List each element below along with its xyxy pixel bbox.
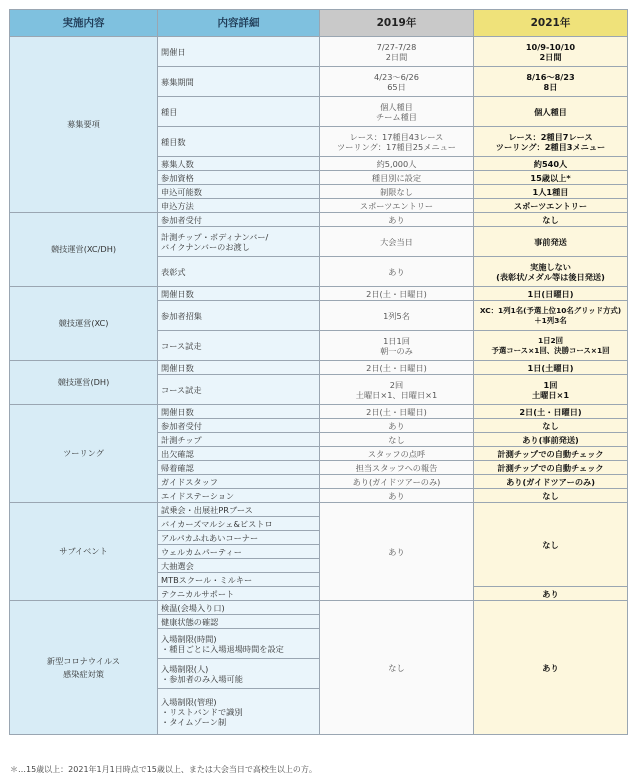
- category-race-dh: 競技運営(DH): [10, 361, 158, 405]
- detail-cell: 入場制限(人) ・参加者のみ入場可能: [158, 659, 320, 689]
- table-row: [10, 287, 628, 301]
- table-row: [10, 405, 628, 419]
- detail-cell: 参加資格: [158, 171, 320, 185]
- detail-cell: 参加者招集: [158, 301, 320, 331]
- value-2019: スタッフの点呼: [320, 447, 474, 461]
- detail-cell: 計測チップ・ボディナンバー/ バイクナンバーのお渡し: [158, 227, 320, 257]
- table-row: [10, 213, 628, 227]
- value-2019: 4/23〜6/26 65日: [320, 67, 474, 97]
- value-2019: 担当スタッフへの報告: [320, 461, 474, 475]
- detail-cell: テクニカルサポート: [158, 587, 320, 601]
- value-2019: レース：17種目43レース ツーリング：17種目25メニュー: [320, 127, 474, 157]
- value-2019: あり: [320, 213, 474, 227]
- value-2021: 1回 土曜日×1: [474, 375, 628, 405]
- detail-cell: 開催日数: [158, 405, 320, 419]
- detail-cell: 大抽選会: [158, 559, 320, 573]
- detail-cell: ウェルカムパーティー: [158, 545, 320, 559]
- detail-cell: 帰着確認: [158, 461, 320, 475]
- value-2019: あり(ガイドツアーのみ): [320, 475, 474, 489]
- detail-cell: 参加者受付: [158, 419, 320, 433]
- value-2019: なし: [320, 433, 474, 447]
- value-2021: あり: [474, 601, 628, 735]
- detail-cell: 開催日数: [158, 361, 320, 375]
- value-2019: 7/27-7/28 2日間: [320, 37, 474, 67]
- value-2019: 1列5名: [320, 301, 474, 331]
- table-row: [10, 503, 628, 517]
- comparison-table: [9, 9, 628, 735]
- value-2019: あり: [320, 257, 474, 287]
- detail-cell: MTBスクール・ミルキー: [158, 573, 320, 587]
- value-2021: 個人種目: [474, 97, 628, 127]
- value-2021: 1日(土曜日): [474, 361, 628, 375]
- category-recruitment: 募集要項: [10, 37, 158, 213]
- header-2021: 2021年: [474, 10, 628, 37]
- value-2021: 実施しない (表彰状/メダル等は後日発送): [474, 257, 628, 287]
- value-2021: 事前発送: [474, 227, 628, 257]
- value-2021: あり(事前発送): [474, 433, 628, 447]
- detail-cell: 試乗会・出展社PRブース: [158, 503, 320, 517]
- table-row: [10, 37, 628, 67]
- value-2021: なし: [474, 489, 628, 503]
- value-2021: あり: [474, 587, 628, 601]
- value-2021: なし: [474, 419, 628, 433]
- value-2019: 種目別に設定: [320, 171, 474, 185]
- header-row: [10, 10, 628, 37]
- value-2019: 約5,000人: [320, 157, 474, 171]
- detail-cell: 種目数: [158, 127, 320, 157]
- value-2021: 15歳以上*: [474, 171, 628, 185]
- detail-cell: 申込方法: [158, 199, 320, 213]
- detail-cell: 申込可能数: [158, 185, 320, 199]
- detail-cell: バイカーズマルシェ&ビストロ: [158, 517, 320, 531]
- detail-cell: コース試走: [158, 331, 320, 361]
- value-2021: 計測チップでの自動チェック: [474, 461, 628, 475]
- detail-cell: コース試走: [158, 375, 320, 405]
- header-detail: 内容詳細: [158, 10, 320, 37]
- value-2021: 1日2回 予選コース×1回、決勝コース×1回: [474, 331, 628, 361]
- header-2019: 2019年: [320, 10, 474, 37]
- detail-cell: 入場制限(時間) ・種目ごとに入場退場時間を設定: [158, 629, 320, 659]
- detail-cell: 出欠確認: [158, 447, 320, 461]
- value-2021: スポーツエントリー: [474, 199, 628, 213]
- value-2021: なし: [474, 503, 628, 587]
- footnote: ＊…15歳以上：2021年1月1日時点で15歳以上、または大会当日で高校生以上の方。: [10, 765, 317, 774]
- value-2019: 1日1回 朝一のみ: [320, 331, 474, 361]
- detail-cell: 入場制限(管理) ・リストバンドで識別 ・タイムゾーン制: [158, 689, 320, 735]
- value-2019: あり: [320, 419, 474, 433]
- value-2021: 約540人: [474, 157, 628, 171]
- category-race-xcdh: 競技運営(XC/DH): [10, 213, 158, 287]
- value-2019: スポーツエントリー: [320, 199, 474, 213]
- detail-cell: ガイドスタッフ: [158, 475, 320, 489]
- value-2019: 2日(土・日曜日): [320, 405, 474, 419]
- category-sub-event: サブイベント: [10, 503, 158, 601]
- detail-cell: 募集期間: [158, 67, 320, 97]
- value-2021: あり(ガイドツアーのみ): [474, 475, 628, 489]
- value-2019: 個人種目 チーム種目: [320, 97, 474, 127]
- value-2019: 2日(土・日曜日): [320, 361, 474, 375]
- detail-cell: 募集人数: [158, 157, 320, 171]
- table-row: [10, 601, 628, 615]
- value-2019: 2回 土曜日×1、日曜日×1: [320, 375, 474, 405]
- category-race-xc: 競技運営(XC): [10, 287, 158, 361]
- detail-cell: 開催日: [158, 37, 320, 67]
- value-2021: XC：1列1名(予選上位10名グリッド方式) ＋1列3名: [474, 301, 628, 331]
- value-2021: 8/16〜8/23 8日: [474, 67, 628, 97]
- category-covid: 新型コロナウイルス 感染症対策: [10, 601, 158, 735]
- detail-cell: 表彰式: [158, 257, 320, 287]
- table-row: [10, 361, 628, 375]
- value-2021: なし: [474, 213, 628, 227]
- value-2021: 10/9-10/10 2日間: [474, 37, 628, 67]
- value-2019: あり: [320, 489, 474, 503]
- detail-cell: エイドステーション: [158, 489, 320, 503]
- value-2021: 1日(日曜日): [474, 287, 628, 301]
- value-2019: 大会当日: [320, 227, 474, 257]
- detail-cell: 健康状態の確認: [158, 615, 320, 629]
- detail-cell: 参加者受付: [158, 213, 320, 227]
- value-2019: あり: [320, 503, 474, 601]
- detail-cell: 開催日数: [158, 287, 320, 301]
- value-2019: なし: [320, 601, 474, 735]
- value-2021: レース：2種目7レース ツーリング：2種目3メニュー: [474, 127, 628, 157]
- value-2019: 2日(土・日曜日): [320, 287, 474, 301]
- header-category: 実施内容: [10, 10, 158, 37]
- value-2021: 1人1種目: [474, 185, 628, 199]
- detail-cell: 種目: [158, 97, 320, 127]
- value-2021: 2日(土・日曜日): [474, 405, 628, 419]
- value-2021: 計測チップでの自動チェック: [474, 447, 628, 461]
- category-touring: ツーリング: [10, 405, 158, 503]
- detail-cell: 計測チップ: [158, 433, 320, 447]
- detail-cell: 検温(会場入り口): [158, 601, 320, 615]
- detail-cell: アルパカふれあいコーナー: [158, 531, 320, 545]
- value-2019: 制限なし: [320, 185, 474, 199]
